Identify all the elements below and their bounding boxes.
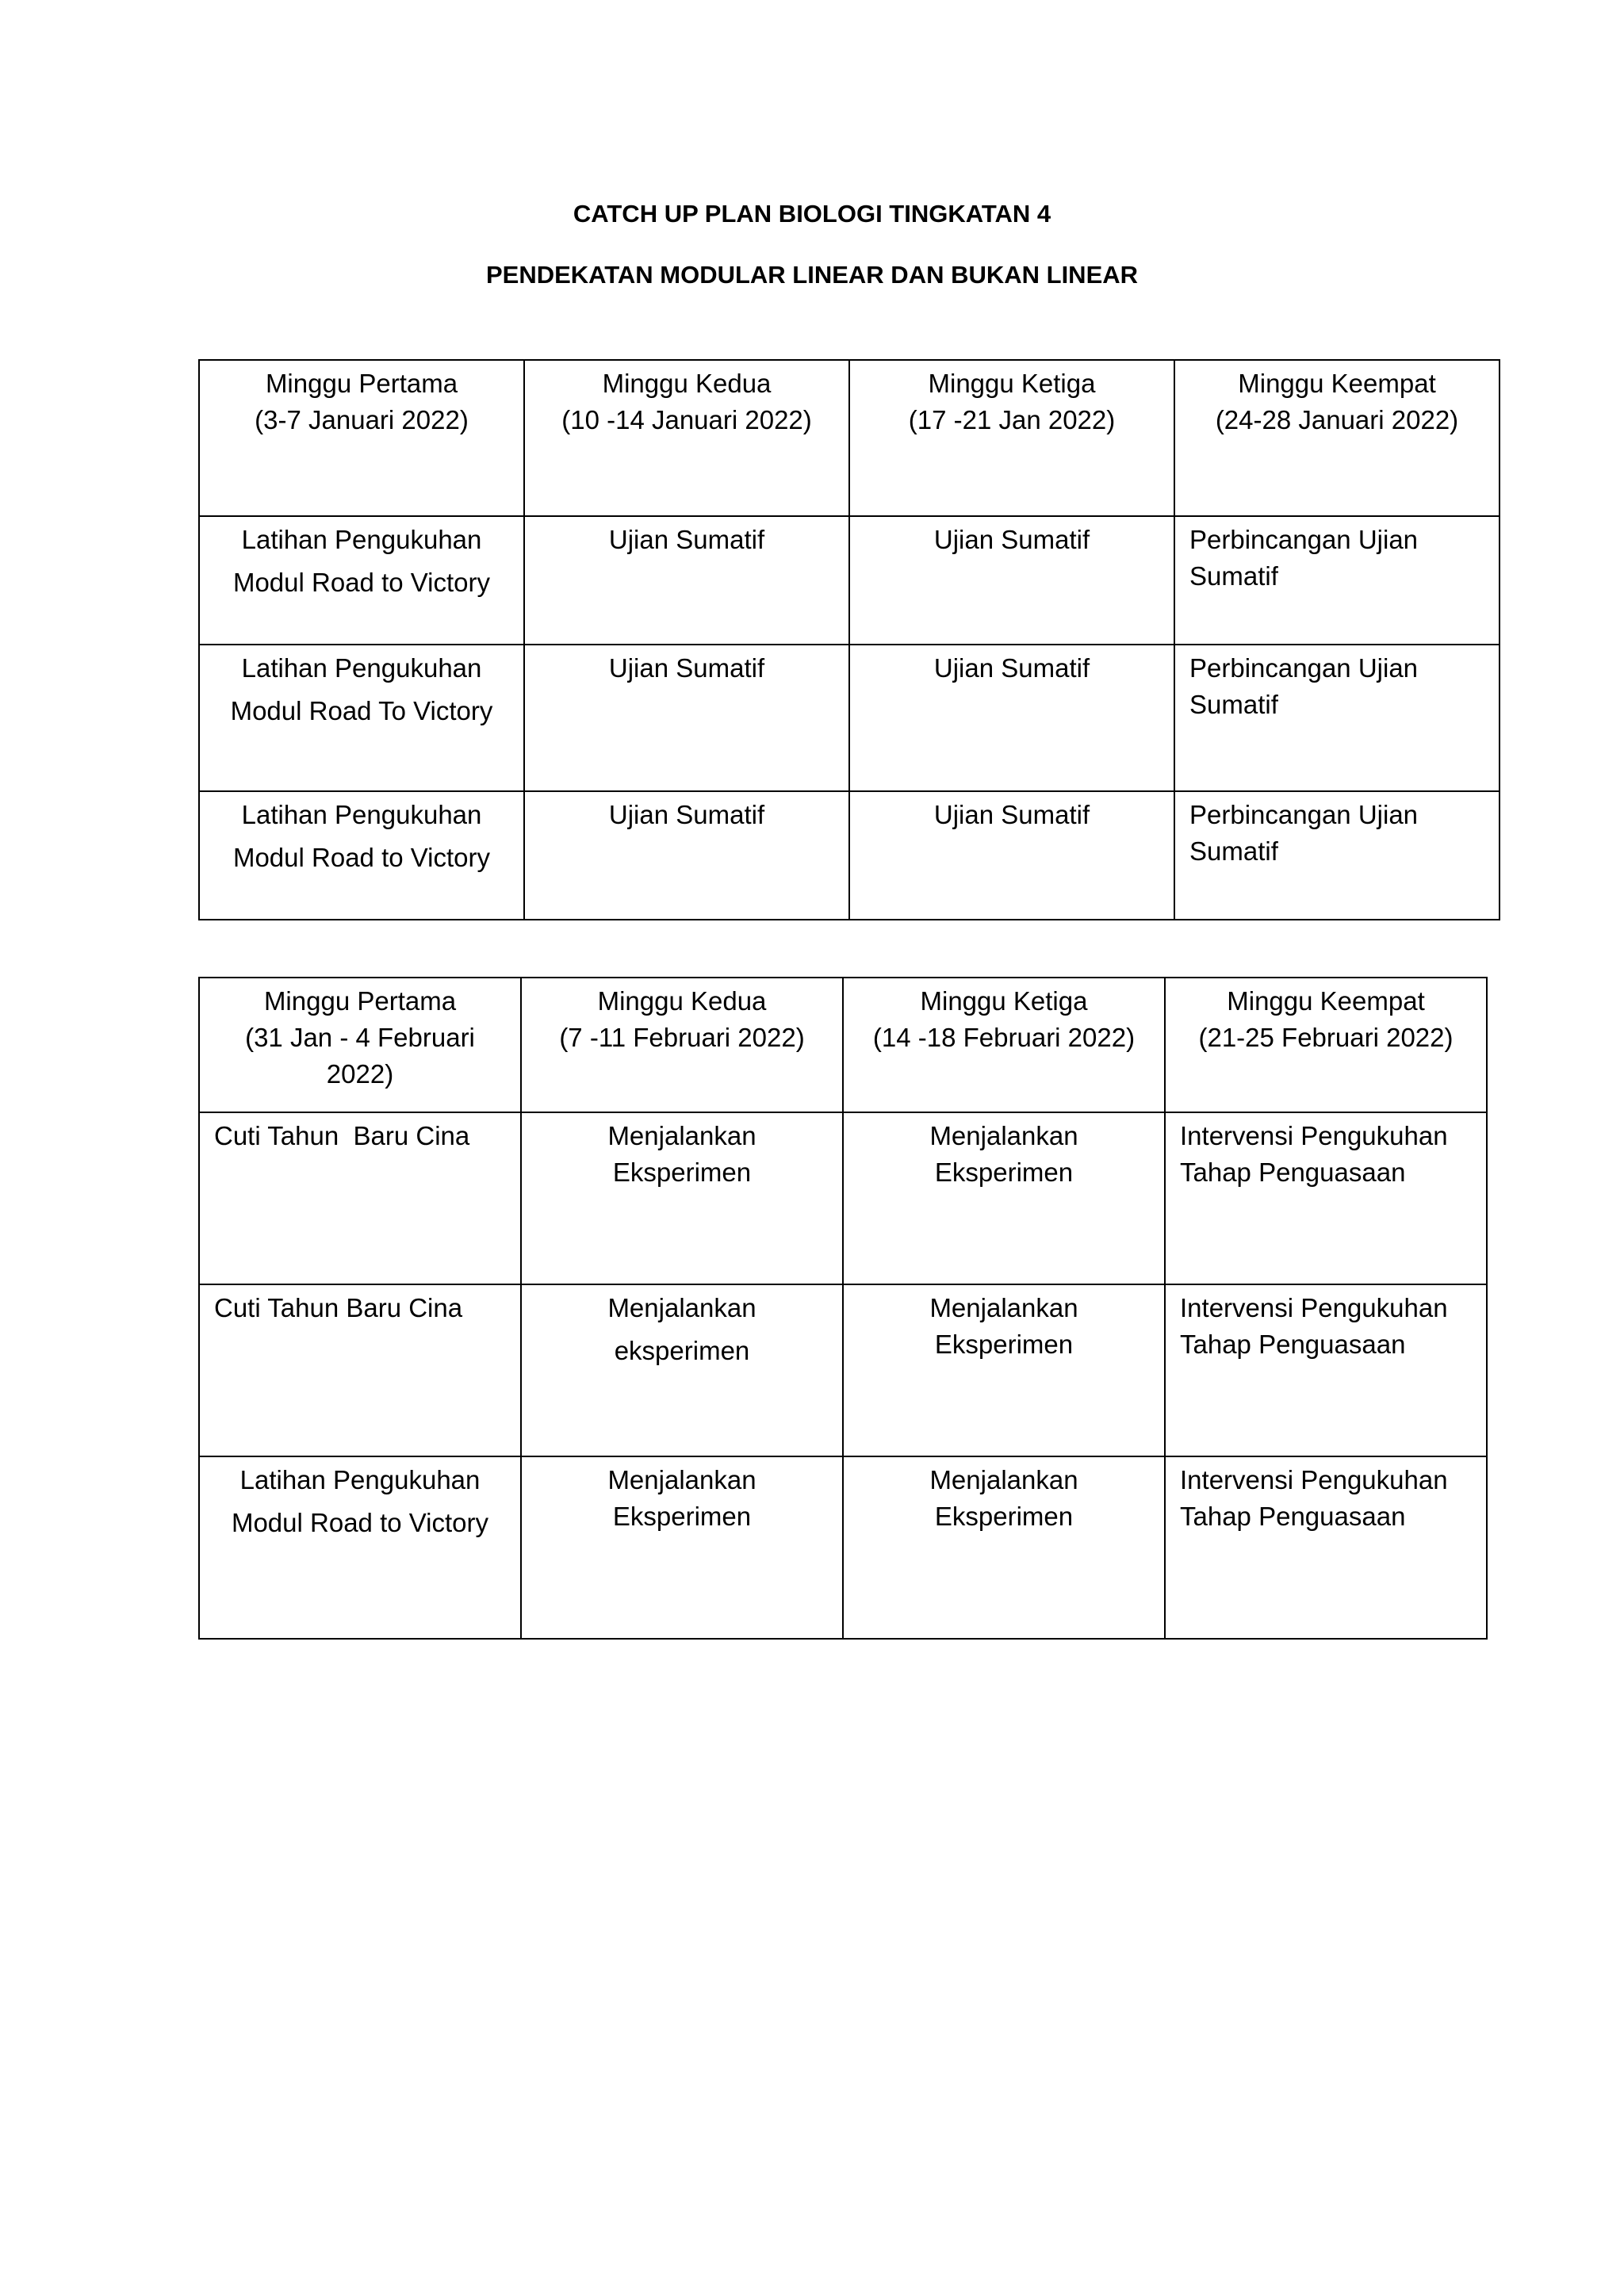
activity-text: Perbincangan Ujian (1189, 653, 1419, 683)
activity-text: Eksperimen (612, 1502, 752, 1531)
activity-text: Tahap Penguasaan (1180, 1330, 1406, 1359)
header-cell-week-1 (199, 360, 524, 516)
schedule-table-january (198, 359, 1500, 920)
week-label: Minggu Ketiga (920, 986, 1088, 1016)
table-header-row (199, 360, 1500, 516)
header-cell-week-4 (1165, 978, 1487, 1112)
activity-cell (1165, 1456, 1487, 1639)
week-dates: 2022) (326, 1059, 394, 1089)
header-cell-week-2 (524, 360, 849, 516)
header-cell-week-1 (199, 978, 521, 1112)
activity-text: Modul Road to Victory (232, 568, 491, 597)
activity-text: Eksperimen (934, 1502, 1074, 1531)
week-label: Minggu Keempat (1227, 986, 1425, 1016)
week-dates: (10 -14 Januari 2022) (561, 405, 812, 434)
activity-cell (524, 791, 849, 920)
activity-text: Ujian Sumatif (608, 653, 765, 683)
activity-text: Menjalankan (929, 1465, 1078, 1494)
week-dates: (7 -11 Februari 2022) (559, 1023, 805, 1052)
activity-cell (199, 1456, 521, 1639)
week-dates: (24-28 Januari 2022) (1215, 405, 1459, 434)
activity-text: Eksperimen (612, 1158, 752, 1187)
week-label: Minggu Pertama (265, 369, 458, 398)
activity-cell (524, 645, 849, 791)
week-label: Minggu Keempat (1238, 369, 1436, 398)
activity-text: Latihan Pengukuhan (239, 1465, 481, 1494)
activity-text: Modul Road to Victory (232, 843, 491, 872)
header-cell-week-3 (849, 360, 1174, 516)
activity-cell (199, 1284, 521, 1456)
activity-text: Latihan Pengukuhan (241, 800, 482, 829)
table-header-row (199, 978, 1487, 1112)
header-cell-week-4 (1174, 360, 1500, 516)
activity-cell (849, 645, 1174, 791)
activity-cell (199, 516, 524, 645)
activity-text: Eksperimen (934, 1158, 1074, 1187)
week-label: Minggu Kedua (602, 369, 772, 398)
activity-text: Sumatif (1189, 561, 1278, 591)
week-label: Minggu Ketiga (928, 369, 1096, 398)
activity-text: Intervensi Pengukuhan (1180, 1293, 1448, 1322)
activity-cell (524, 516, 849, 645)
activity-cell (1174, 645, 1500, 791)
week-dates: (14 -18 Februari 2022) (872, 1023, 1136, 1052)
activity-text: Menjalankan (607, 1293, 756, 1322)
activity-text: Intervensi Pengukuhan (1180, 1465, 1448, 1494)
activity-text: Intervensi Pengukuhan (1180, 1121, 1448, 1150)
activity-text: eksperimen (614, 1336, 750, 1365)
activity-cell (1165, 1112, 1487, 1284)
document-title: CATCH UP PLAN BIOLOGI TINGKATAN 4 (573, 200, 1051, 228)
activity-text: Sumatif (1189, 836, 1278, 866)
activity-text: Sumatif (1189, 690, 1278, 719)
activity-cell (1174, 791, 1500, 920)
week-label: Minggu Kedua (597, 986, 767, 1016)
activity-text: Modul Road to Victory (231, 1508, 489, 1537)
activity-text: Tahap Penguasaan (1180, 1502, 1406, 1531)
activity-text: Latihan Pengukuhan (241, 525, 482, 554)
header-cell-week-3 (843, 978, 1165, 1112)
activity-text: Ujian Sumatif (933, 525, 1090, 554)
activity-text: Ujian Sumatif (608, 525, 765, 554)
schedule-table-february (198, 977, 1488, 1640)
header-cell-week-2 (521, 978, 843, 1112)
week-label: Minggu Pertama (263, 986, 457, 1016)
activity-text: Tahap Penguasaan (1180, 1158, 1406, 1187)
activity-text: Cuti Tahun Baru Cina (214, 1121, 470, 1150)
activity-cell (843, 1112, 1165, 1284)
table-row (199, 1284, 1487, 1456)
activity-text: Ujian Sumatif (608, 800, 765, 829)
activity-cell (199, 791, 524, 920)
activity-cell (521, 1112, 843, 1284)
activity-text: Ujian Sumatif (933, 653, 1090, 683)
activity-cell (521, 1284, 843, 1456)
activity-text: Cuti Tahun Baru Cina (214, 1293, 463, 1322)
table-row (199, 791, 1500, 920)
activity-text: Menjalankan (929, 1293, 1078, 1322)
activity-text: Menjalankan (607, 1121, 756, 1150)
activity-text: Modul Road To Victory (230, 696, 493, 725)
activity-cell (1165, 1284, 1487, 1456)
document-subtitle: PENDEKATAN MODULAR LINEAR DAN BUKAN LINEAR (485, 261, 1139, 289)
activity-text: Latihan Pengukuhan (241, 653, 482, 683)
activity-text: Ujian Sumatif (933, 800, 1090, 829)
week-dates: (21-25 Februari 2022) (1198, 1023, 1454, 1052)
activity-cell (521, 1456, 843, 1639)
table-row (199, 645, 1500, 791)
activity-cell (849, 791, 1174, 920)
week-dates: (3-7 Januari 2022) (255, 405, 469, 434)
week-dates: (17 -21 Jan 2022) (908, 405, 1116, 434)
activity-cell (199, 645, 524, 791)
activity-cell (1174, 516, 1500, 645)
table-row (199, 1112, 1487, 1284)
activity-text: Eksperimen (934, 1330, 1074, 1359)
activity-text: Menjalankan (929, 1121, 1078, 1150)
table-row (199, 1456, 1487, 1639)
activity-cell (199, 1112, 521, 1284)
activity-cell (849, 516, 1174, 645)
activity-text: Menjalankan (607, 1465, 756, 1494)
activity-cell (843, 1456, 1165, 1639)
activity-cell (843, 1284, 1165, 1456)
activity-text: Perbincangan Ujian (1189, 525, 1419, 554)
week-dates: (31 Jan - 4 Februari (245, 1023, 475, 1052)
table-row (199, 516, 1500, 645)
activity-text: Perbincangan Ujian (1189, 800, 1419, 829)
